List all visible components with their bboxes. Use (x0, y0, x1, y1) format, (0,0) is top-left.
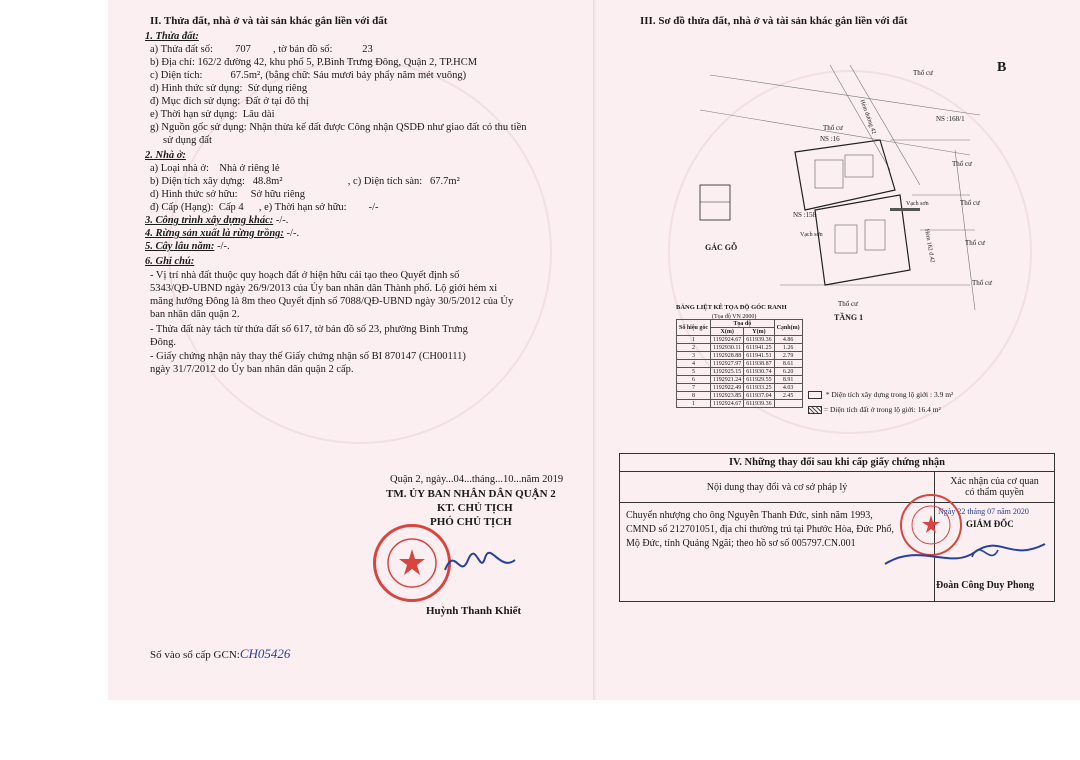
house-row-d: d) Hình thức sở hữu: Sở hữu riêng (150, 189, 306, 200)
map-label-tho-cu: Thổ cư (965, 239, 985, 247)
coord-cell: 611930.74 (744, 368, 774, 376)
coord-cell: 4.03 (774, 384, 802, 392)
note-line: - Vị trí nhà đất thuộc quy hoạch đất ở hiện hữu cải tạo theo Quyết định số (150, 270, 460, 281)
coord-row (677, 352, 803, 360)
map-label-street-right: Hẻm 162 đ.42 (923, 228, 935, 264)
legend-land: = Diện tích đất ở trong lộ giới: 16.4 m² (808, 404, 941, 417)
land-row-c: c) Diện tích: 67.5m², (bằng chữ: Sáu mươi bảy phẩy năm mét vuông) (150, 70, 467, 81)
house-heading: 2. Nhà ở: (145, 150, 186, 161)
coord-cell: 8.61 (774, 360, 802, 368)
map-label-tang1: TẦNG 1 (834, 313, 864, 322)
coord-cell: 1192928.88 (711, 352, 744, 360)
notes-heading: 6. Ghi chú: (145, 256, 195, 267)
map-label-ns158: NS :158 (793, 211, 817, 219)
land-row-b: b) Địa chỉ: 162/2 đường 42, khu phố 5, P.Bình Trưng Đông, Quận 2, TP.HCM (150, 57, 478, 68)
coord-cell: 611939.36 (744, 400, 774, 408)
note-line: - Giấy chứng nhận này thay thế Giấy chứng nhận số BI 870147 (CH00111) (150, 351, 466, 362)
coord-cell: 2.45 (774, 392, 802, 400)
map-label-tho-cu: Thổ cư (960, 199, 980, 207)
map-label-tho-cu: Thổ cư (913, 69, 933, 77)
coord-cell: 611937.04 (744, 392, 774, 400)
site-plan (690, 60, 990, 320)
changes-col-confirm: Xác nhận của cơ quan có thẩm quyền (950, 476, 1039, 498)
map-label-tho-cu: Thổ cư (823, 124, 843, 132)
coord-table-title: BẢNG LIỆT KÊ TỌA ĐỘ GÓC RANH (676, 304, 787, 311)
coord-cell: 1192924.67 (711, 336, 744, 344)
coord-cell: 6.20 (774, 368, 802, 376)
register-number: Số vào sổ cấp GCN:CH05426 (150, 646, 291, 661)
note-line: Đông. (150, 337, 176, 348)
legend-land-swatch-icon (808, 406, 822, 414)
house-row-dd: đ) Cấp (Hạng): Cấp 4 , e) Thời hạn sở hữu: -/- (150, 202, 379, 213)
house-row-b: b) Diện tích xây dựng: 48.8m² , c) Diện tích sàn: 67.7m² (150, 176, 460, 187)
item-3: 3. Công trình xây dựng khác: -/-. (145, 215, 289, 226)
legend-build: * Diện tích xây dựng trong lộ giới : 3.9 m² (808, 389, 953, 402)
coord-cell: 5 (677, 368, 711, 376)
changes-col-content: Nội dung thay đổi và cơ sở pháp lý (620, 472, 935, 502)
coord-head-point: Số hiệu góc (677, 320, 711, 336)
coord-row (677, 360, 803, 368)
changes-content-1: Chuyển nhượng cho ông Nguyễn Thanh Đức, sinh năm 1993, (626, 510, 873, 521)
coord-cell: 8 (677, 392, 711, 400)
coord-cell: 1192923.85 (711, 392, 744, 400)
coord-cell: 1192921.24 (711, 376, 744, 384)
item-5: 5. Cây lâu năm: -/-. (145, 241, 230, 252)
north-arrow-icon: B (997, 60, 1007, 75)
coord-row (677, 392, 803, 400)
note-line: - Thửa đất này tách từ thửa đất số 617, tờ bản đồ số 23, phường Bình Trưng (150, 324, 468, 335)
coord-cell: 4.86 (774, 336, 802, 344)
changes-role: GIÁM ĐỐC (966, 519, 1014, 529)
coord-table-subtitle: (Tọa độ VN 2000) (712, 314, 757, 320)
seal-star-icon (376, 527, 448, 599)
map-label-ns1681: NS :168/1 (936, 115, 965, 123)
coord-head-coord: Tọa độ (711, 320, 775, 328)
section-iii-title: III. Sơ đồ thửa đất, nhà ở và tài sản khác gắn liền với đất (640, 15, 908, 27)
coord-cell: 1192930.11 (711, 344, 744, 352)
coord-cell: 611941.25 (744, 344, 774, 352)
map-label-tho-cu: Thổ cư (952, 160, 972, 168)
coord-cell: 1192925.15 (711, 368, 744, 376)
coord-row (677, 400, 803, 408)
north-arrow (997, 62, 1006, 75)
coord-cell: 2 (677, 344, 711, 352)
coord-cell: 7 (677, 384, 711, 392)
coord-cell: 611938.87 (744, 360, 774, 368)
sign-date: Quận 2, ngày...04...tháng...10...năm 2019 (390, 474, 564, 485)
signer-name: Huỳnh Thanh Khiết (426, 605, 522, 617)
coord-cell: 611939.36 (744, 336, 774, 344)
signature-right-icon (880, 532, 1050, 572)
coord-cell: 4 (677, 360, 711, 368)
coord-row (677, 384, 803, 392)
coord-cell: 1 (677, 400, 711, 408)
sign-org: TM. ỦY BAN NHÂN DÂN QUẬN 2 (386, 488, 556, 500)
changes-date: Ngày 22 tháng 07 năm 2020 (938, 507, 1029, 516)
note-line: ngày 31/7/2012 do Ủy ban nhân dân quận 2 cấp. (150, 364, 354, 375)
coord-cell: 611941.51 (744, 352, 774, 360)
map-label-ns16: NS :16 (820, 135, 840, 143)
map-label-street-top: Hẻm đường 42 (858, 99, 877, 135)
item-4: 4. Rừng sản xuất là rừng trồng: -/-. (145, 228, 300, 239)
coord-row (677, 344, 803, 352)
coord-head-x: X(m) (711, 328, 744, 336)
sign-kt: KT. CHỦ TỊCH (437, 502, 513, 514)
coord-cell: 3 (677, 352, 711, 360)
note-line: ban nhân dân quận 2. (150, 309, 240, 320)
map-label-tho-cu: Thổ cư (838, 300, 858, 308)
coord-table (676, 319, 803, 408)
changes-content-2: CMND số 212701051, địa chỉ thường trú tại Phước Hòa, Đức Phổ, (626, 524, 894, 535)
coord-cell: 611929.55 (744, 376, 774, 384)
coord-head-length: Cạnh(m) (774, 320, 802, 336)
map-label-gac-go: GÁC GỖ (705, 243, 738, 252)
coord-cell: 611933.25 (744, 384, 774, 392)
coord-cell: 2.79 (774, 352, 802, 360)
map-label-tho-cu: Thổ cư (972, 279, 992, 287)
coord-head-y: Y(m) (744, 328, 774, 336)
coord-cell: 8.91 (774, 376, 802, 384)
coord-row (677, 368, 803, 376)
map-label-vach-son: Vạch sơn (800, 232, 823, 238)
land-row-a: a) Thửa đất số: 707 , tờ bản đồ số: 23 (150, 44, 373, 55)
land-row-d: d) Hình thức sử dụng: Sử dụng riêng (150, 83, 308, 94)
coord-cell: 1192924.67 (711, 400, 744, 408)
coord-row (677, 376, 803, 384)
section-ii-title: II. Thửa đất, nhà ở và tài sản khác gắn liền với đất (150, 15, 388, 27)
page-fold (593, 0, 596, 700)
signature-left-icon (440, 540, 520, 585)
coord-cell: 1192922.49 (711, 384, 744, 392)
land-row-g2: sử dụng đất (163, 135, 212, 146)
coord-cell: 1.26 (774, 344, 802, 352)
land-heading: 1. Thửa đất: (145, 31, 199, 42)
coord-cell: 6 (677, 376, 711, 384)
land-row-e: e) Thời hạn sử dụng: Lâu dài (150, 109, 275, 120)
coord-cell (774, 400, 802, 408)
land-row-dd: đ) Mục đích sử dụng: Đất ở tại đô thị (150, 96, 309, 107)
note-line: măng hướng Đông là 8m theo Quyết định số 7088/QĐ-UBND ngày 30/5/2012 của Ủy (150, 296, 514, 307)
land-row-g: g) Nguồn gốc sử dụng: Nhận thừa kế đất được Công nhận QSDĐ như giao đất có thu tiền (150, 122, 527, 133)
coord-cell: 1192927.97 (711, 360, 744, 368)
legend-build-swatch-icon (808, 391, 822, 399)
changes-title: IV. Những thay đổi sau khi cấp giấy chứng nhận (620, 454, 1054, 472)
coord-row (677, 336, 803, 344)
changes-signer: Đoàn Công Duy Phong (936, 580, 1035, 591)
sign-role: PHÓ CHỦ TỊCH (430, 516, 512, 528)
changes-content-3: Mộ Đức, tỉnh Quảng Ngãi; theo hồ sơ số 005797.CN.001 (626, 538, 856, 549)
house-row-a: a) Loại nhà ở: Nhà ở riêng lẻ (150, 163, 280, 174)
note-line: 5343/QĐ-UBND ngày 26/9/2013 của Ủy ban nhân dân Thành phố. Lộ giới hẻm xi (150, 283, 498, 294)
map-label-vach-son: Vạch sơn (906, 201, 929, 207)
coord-cell: 1 (677, 336, 711, 344)
